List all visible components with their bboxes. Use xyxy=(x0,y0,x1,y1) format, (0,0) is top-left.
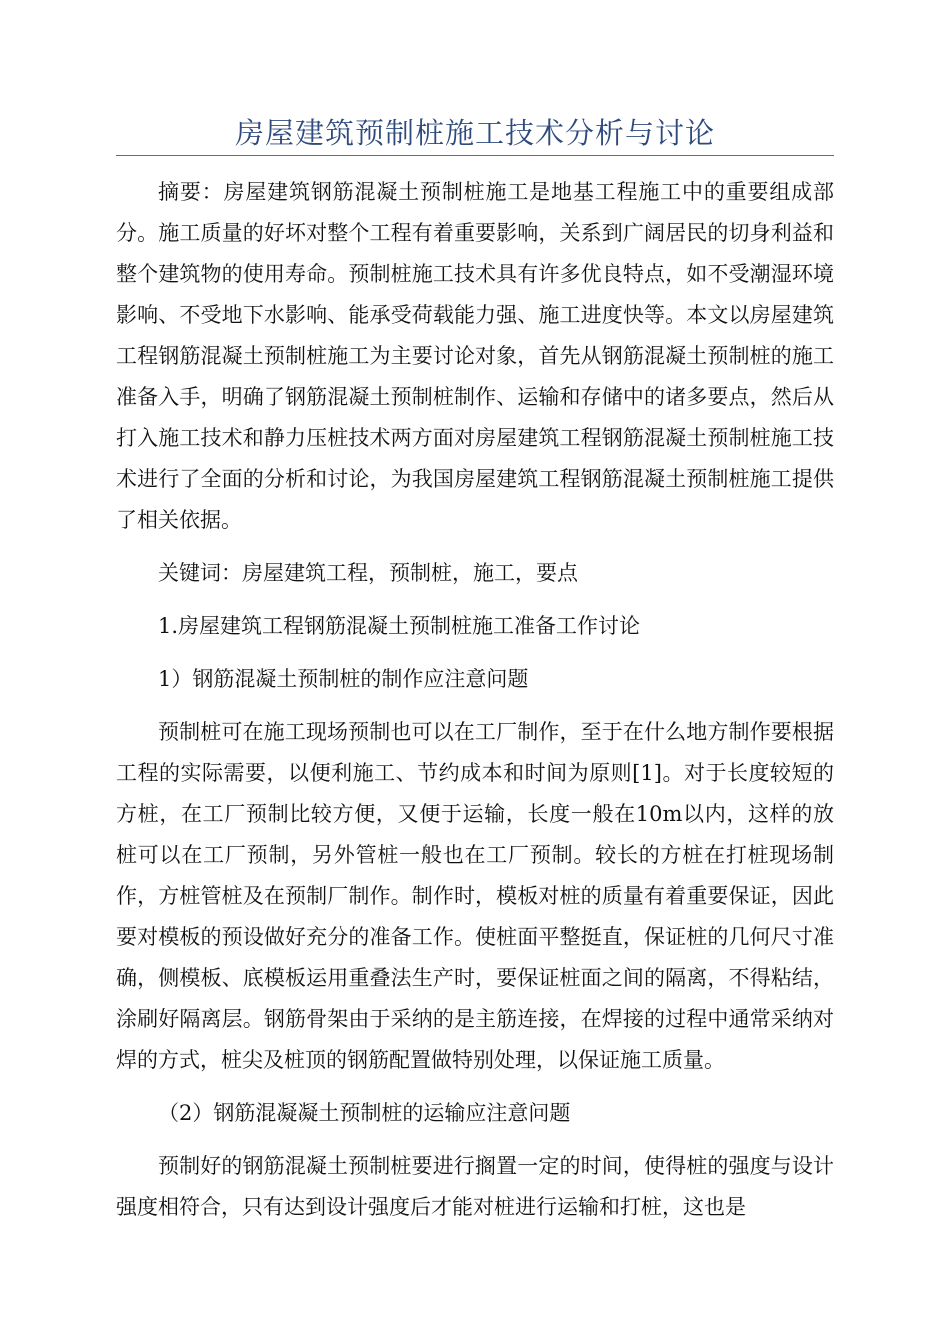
body-paragraph: 预制桩可在施工现场预制也可以在工厂制作，至于在什么地方制作要根据工程的实际需要，以便利施工、节约成本和时间为原则[1]。对于长度较短的方桩，在工厂预制比较方便，又便于运输，长度一般在10m以内，这样的放桩可以在工厂预制，另外管桩一般也在工厂预制。较长的方桩在打桩现场制作，方桩管桩及在预制厂制作。制作时，模板对桩的质量有着重要保证，因此要对模板的预设做好充分的准备工作。使桩面平整挺直，保证桩的几何尺寸准确，侧模板、底模板运用重叠法生产时，要保证桩面之间的隔离，不得粘结，涂刷好隔离层。钢筋骨架由于采纳的是主筋连接，在焊接的过程中通常采纳对焊的方式，桩尖及桩顶的钢筋配置做特别处理，以保证施工质量。 xyxy=(116,720,834,1072)
body-paragraph: 预制好的钢筋混凝土预制桩要进行搁置一定的时间，使得桩的强度与设计强度相符合，只有达到设计强度后才能对桩进行运输和打桩，这也是 xyxy=(116,1154,834,1219)
document-title: 房屋建筑预制桩施工技术分析与讨论 xyxy=(234,116,715,150)
subsection-heading: （2）钢筋混凝凝土预制桩的运输应注意问题 xyxy=(158,1101,571,1125)
title-divider xyxy=(116,155,834,156)
abstract-paragraph: 摘要：房屋建筑钢筋混凝土预制桩施工是地基工程施工中的重要组成部分。施工质量的好坏对整个工程有着重要影响，关系到广阔居民的切身利益和整个建筑物的使用寿命。预制桩施工技术具有许多优良特点，如不受潮湿环境影响、不受地下水影响、能承受荷载能力强、施工进度快等。本文以房屋建筑工程钢筋混凝土预制桩施工为主要讨论对象，首先从钢筋混凝土预制桩的施工准备入手，明确了钢筋混凝土预制桩制作、运输和存储中的诸多要点，然后从打入施工技术和静力压桩技术两方面对房屋建筑工程钢筋混凝土预制桩施工技术进行了全面的分析和讨论，为我国房屋建筑工程钢筋混凝土预制桩施工提供了相关依据。 xyxy=(116,180,834,532)
section-heading: 1.房屋建筑工程钢筋混凝土预制桩施工准备工作讨论 xyxy=(158,614,641,638)
subsection-heading: 1）钢筋混凝土预制桩的制作应注意问题 xyxy=(158,667,529,691)
document-body xyxy=(116,172,834,1228)
keywords-paragraph: 关键词：房屋建筑工程，预制桩，施工，要点 xyxy=(158,561,578,585)
